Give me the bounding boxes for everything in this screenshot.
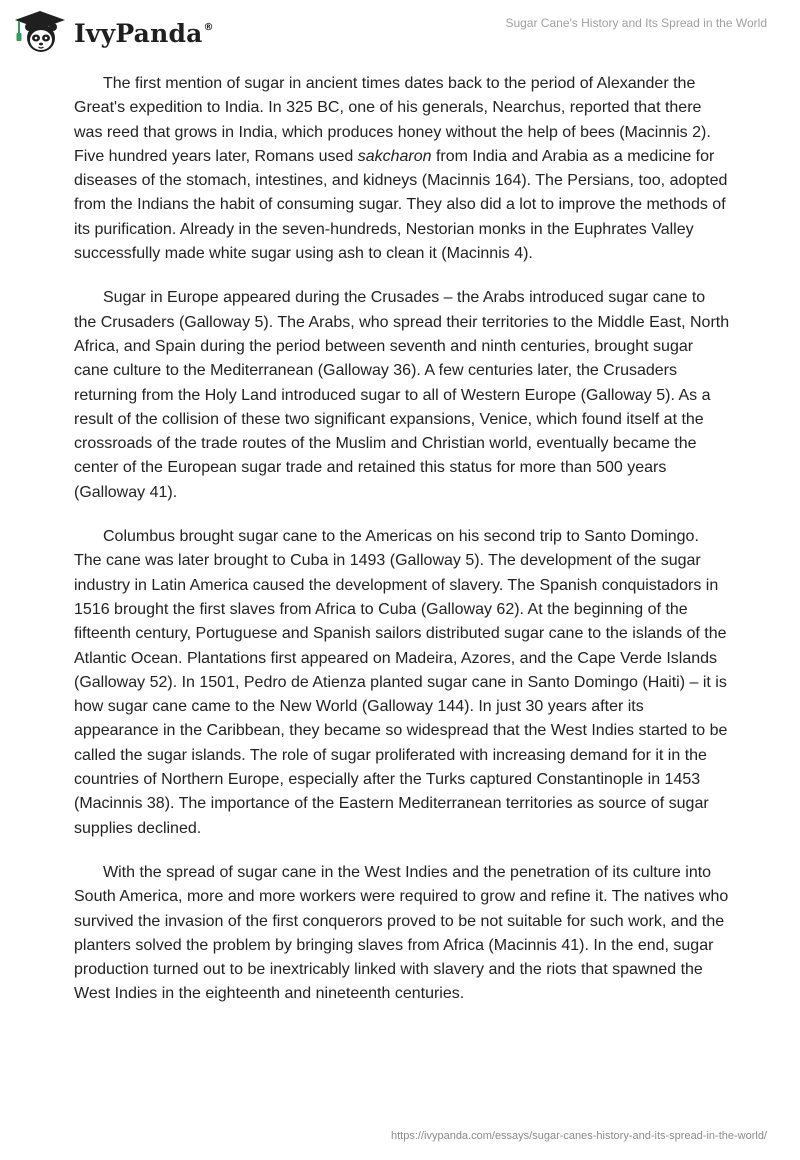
paragraph-1-text-after: from India and Arabia as a medicine for diseases of the stomach, intestines, and kidneys (Macinnis 164). The Persians, too, adopted from the Indians the habit of consuming sugar. They also did a lot to improve the methods of its purification. Already in the seven-hundreds, Nestorian monks in the Euphrates Valley successfully made white sugar using ash to clean it (Macinnis 4).: [74, 147, 728, 263]
paragraph-1-text-before: The first mention of sugar in ancient times dates back to the period of Alexander the Great's expedition to India. In 325 BC, one of his generals, Nearchus, reported that there was reed that grows in India, which produces honey without the help of bees (Macinnis 2). Five hundred years later, Romans used: [74, 75, 711, 165]
ivypanda-logo[interactable]: [14, 10, 214, 54]
essay-body: [74, 72, 730, 1027]
document-title: Sugar Cane's History and Its Spread in the World: [505, 16, 767, 30]
registered-mark: ®: [203, 21, 214, 33]
source-url-link[interactable]: https://ivypanda.com/essays/sugar-canes-history-and-its-spread-in-the-world/: [391, 1130, 767, 1142]
paragraph-1-emphasis: sakcharon: [357, 147, 432, 165]
logo-brand-text: IvyPanda: [74, 18, 203, 48]
paragraph-4: With the spread of sugar cane in the West Indies and the penetration of its culture into South America, more and more workers were required to grow and refine it. The natives who survived the invasion of the first conquerors proved to be not suitable for such work, and the planters solved the problem by bringing slaves from Africa (Macinnis 41). In the end, sugar production turned out to be inextricably linked with slavery and the riots that spawned the West Indies in the eighteenth and nineteenth centuries.: [74, 863, 729, 1003]
page-header: [0, 0, 800, 60]
paragraph-2: Sugar in Europe appeared during the Crusades – the Arabs introduced sugar cane to the Crusaders (Galloway 5). The Arabs, who spread their territories to the Middle East, North Africa, and Spain during the period between seventh and ninth centuries, brought sugar cane culture to the Mediterranean (Galloway 36). A few centuries later, the Crusaders returning from the Holy Land introduced sugar to all of Western Europe (Galloway 5). As a result of the collision of these two significant expansions, Venice, which found itself at the crossroads of the trade routes of the Muslim and Christian world, eventually became the center of the European sugar trade and retained this status for more than 500 years (Galloway 41).: [74, 289, 730, 501]
logo-wordmark: [74, 19, 214, 48]
paragraph-3: Columbus brought sugar cane to the Americas on his second trip to Santo Domingo. The cane was later brought to Cuba in 1493 (Galloway 5). The development of the sugar industry in Latin America caused the development of slavery. The Spanish conquistadors in 1516 brought the first slaves from Africa to Cuba (Galloway 62). At the beginning of the fifteenth century, Portuguese and Spanish sailors distributed sugar cane to the islands of the Atlantic Ocean. Plantations first appeared on Madeira, Azores, and the Cape Verde Islands (Galloway 52). In 1501, Pedro de Atienza planted sugar cane in Santo Domingo (Haiti) – it is how sugar cane came to the New World (Galloway 144). In just 30 years after its appearance in the Caribbean, they became so widespread that the West Indies started to be called the sugar islands. The role of sugar proliferated with increasing demand for it in the countries of Northern Europe, especially after the Turks captured Constantinople in 1453 (Macinnis 38). The importance of the Eastern Mediterranean territories as source of sugar supplies declined.: [74, 528, 728, 837]
paragraph-1: [74, 72, 730, 266]
graduation-cap-panda-icon: [14, 10, 66, 54]
